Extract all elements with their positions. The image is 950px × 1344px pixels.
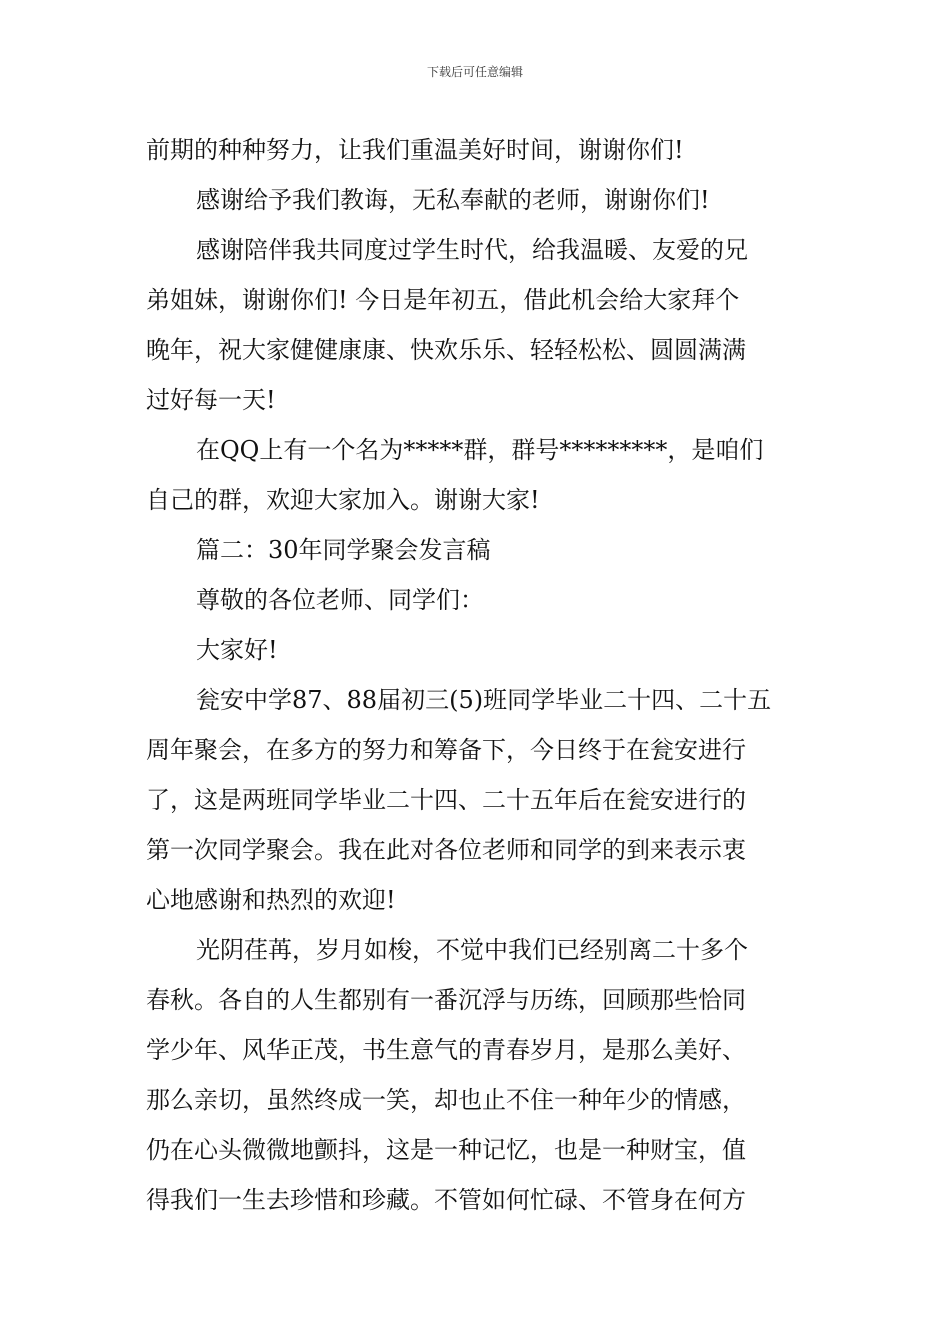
paragraph [146, 225, 808, 425]
salutation [146, 575, 808, 625]
greeting [146, 625, 808, 675]
page-header: 下载后可任意编辑 [426, 65, 523, 79]
paragraph [146, 425, 808, 525]
text-line: 第一次同学聚会。我在此对各位老师和同学的到来表示衷 [146, 836, 746, 864]
text-line: 感谢给予我们教诲，无私奉献的老师，谢谢你们! [196, 186, 710, 214]
text-line: 过好每一天! [146, 386, 276, 414]
text-line: 了，这是两班同学毕业二十四、二十五年后在瓮安进行的 [146, 786, 746, 814]
text-line: 在QQ上有一个名为*****群，群号*********，是咱们 [196, 436, 764, 464]
text-line: 周年聚会，在多方的努力和筹备下，今日终于在瓮安进行 [146, 736, 746, 764]
text-line: 仍在心头微微地颤抖，这是一种记忆，也是一种财宝，值 [146, 1136, 746, 1164]
section-heading [146, 525, 808, 575]
document-body [146, 125, 808, 1225]
paragraph [146, 925, 808, 1225]
text-line: 得我们一生去珍惜和珍藏。不管如何忙碌、不管身在何方 [146, 1186, 746, 1214]
text-line: 弟姐妹，谢谢你们! 今日是年初五，借此机会给大家拜个 [146, 286, 740, 314]
text-line: 瓮安中学87、88届初三(5)班同学毕业二十四、二十五 [196, 686, 772, 714]
text-line: 大家好! [196, 636, 278, 664]
text-line: 自己的群，欢迎大家加入。谢谢大家! [146, 486, 540, 514]
text-line: 篇二：30年同学聚会发言稿 [196, 536, 491, 564]
text-line: 心地感谢和热烈的欢迎! [146, 886, 396, 914]
text-line: 光阴荏苒，岁月如梭，不觉中我们已经别离二十多个 [196, 936, 748, 964]
text-line: 前期的种种努力，让我们重温美好时间，谢谢你们! [146, 136, 684, 164]
text-line: 那么亲切，虽然终成一笑，却也止不住一种年少的情感， [146, 1086, 746, 1114]
paragraph [146, 125, 808, 175]
paragraph [146, 675, 808, 925]
text-line: 感谢陪伴我共同度过学生时代，给我温暖、友爱的兄 [196, 236, 748, 264]
text-line: 春秋。各自的人生都别有一番沉浮与历练，回顾那些恰同 [146, 986, 746, 1014]
text-line: 学少年、风华正茂，书生意气的青春岁月，是那么美好、 [146, 1036, 746, 1064]
paragraph [146, 175, 808, 225]
text-line: 晚年，祝大家健健康康、快欢乐乐、轻轻松松、圆圆满满 [146, 336, 746, 364]
text-line: 尊敬的各位老师、同学们： [196, 586, 484, 614]
